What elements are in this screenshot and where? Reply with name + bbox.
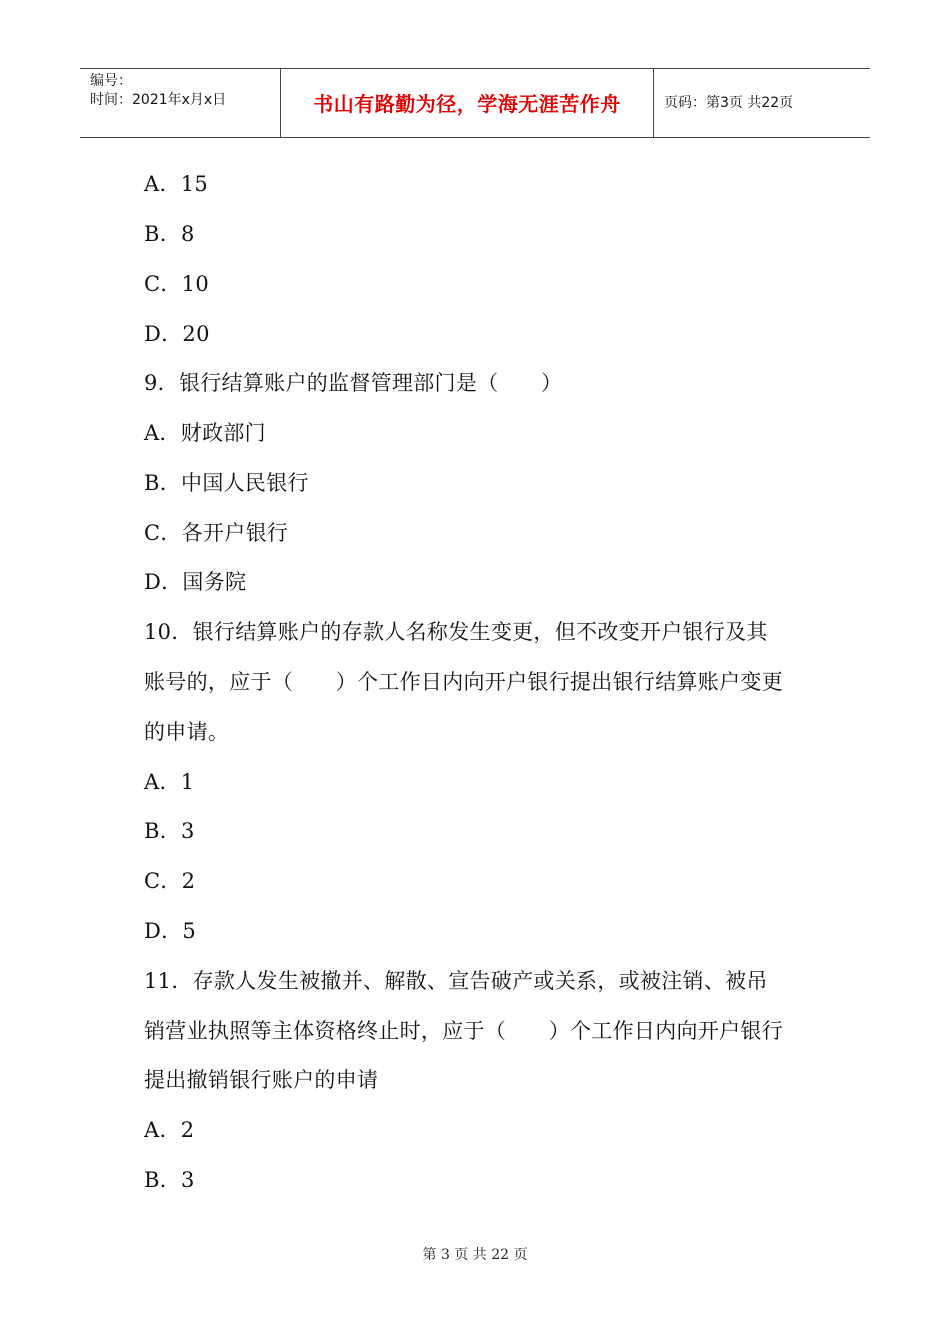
header-motto-cell — [281, 69, 654, 137]
question-line: 账号的，应于（ ）个工作日内向开户银行提出银行结算账户变更 — [144, 670, 783, 694]
option-line: C．10 — [144, 272, 209, 296]
question-line: 销营业执照等主体资格终止时，应于（ ）个工作日内向开户银行 — [144, 1019, 783, 1043]
motto-text: 书山有路勤为径，学海无涯苦作舟 — [313, 92, 621, 116]
header-page-cell — [654, 69, 870, 137]
time-label: 时间：2021年x月x日 — [90, 92, 227, 108]
page-label: 页码：第3页 共22页 — [664, 95, 794, 111]
option-line: B．中国人民银行 — [144, 471, 309, 495]
option-line: B．8 — [144, 222, 195, 246]
header-info-cell — [80, 69, 281, 137]
question-line: 提出撤销银行账户的申请 — [144, 1068, 379, 1092]
option-line: D．5 — [144, 919, 197, 943]
option-line: B．3 — [144, 1168, 195, 1192]
option-line: C．各开户银行 — [144, 521, 289, 545]
question-line: 9．银行结算账户的监督管理部门是（ ） — [144, 371, 563, 395]
option-line: C．2 — [144, 869, 196, 893]
question-line: 10．银行结算账户的存款人名称发生变更，但不改变开户银行及其 — [144, 620, 768, 644]
question-line: 的申请。 — [144, 720, 230, 744]
option-line: A．2 — [144, 1118, 195, 1142]
option-line: D．国务院 — [144, 570, 247, 594]
option-line: A．1 — [144, 770, 195, 794]
document-header — [80, 68, 870, 138]
option-line: A．15 — [144, 172, 209, 196]
option-line: D．20 — [144, 322, 210, 346]
number-label: 编号： — [90, 73, 132, 89]
question-line: 11．存款人发生被撤并、解散、宣告破产或关系，或被注销、被吊 — [144, 969, 768, 993]
option-line: A．财政部门 — [144, 421, 266, 445]
option-line: B．3 — [144, 819, 195, 843]
page-footer: 第 3 页 共 22 页 — [422, 1247, 528, 1263]
